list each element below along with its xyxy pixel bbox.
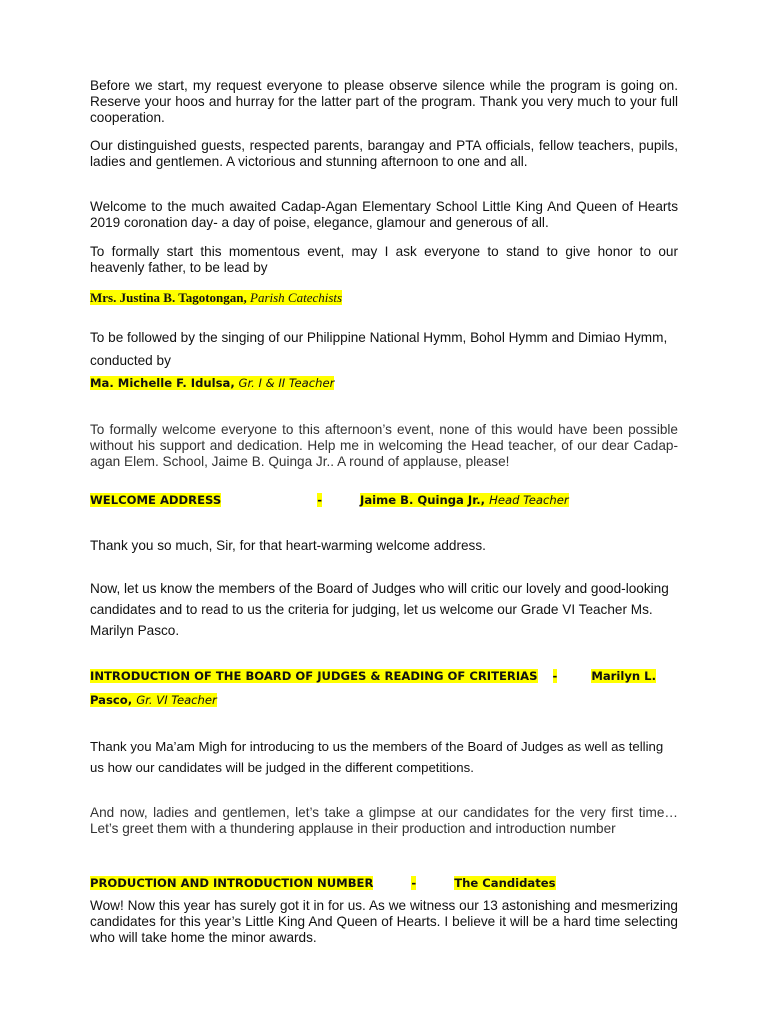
paragraph-thank-you-sir: Thank you so much, Sir, for that heart-warming welcome address.: [90, 538, 486, 553]
paragraph-candidates-glimpse: And now, ladies and gentlemen, let’s take a glimpse at our candidates for the very first time… Let’s greet them with a thundering applause in their production and introduction number: [90, 805, 678, 836]
paragraph-greetings: Our distinguished guests, respected parents, barangay and PTA officials, fellow teachers, pupils, ladies and gentlemen. A victorious and stunning afternoon to one and all.: [90, 138, 678, 169]
production-number-title: PRODUCTION AND INTRODUCTION NUMBER: [90, 876, 374, 890]
paragraph-silence-request: Before we start, my request everyone to please observe silence while the program is going on. Reserve your hoos and hurray for the latter part of the program. Thank you very much to your full cooperation.: [90, 78, 678, 125]
board-of-judges-title: INTRODUCTION OF THE BOARD OF JUDGES & READING OF CRITERIAS: [90, 669, 538, 683]
paragraph-thank-you-maam: Thank you Ma’am Migh for introducing to us the members of the Board of Judges as well as telling us how our candidates will be judged in the different competitions.: [90, 739, 664, 775]
invocation-leader-name: Mrs. Justina B. Tagotongan,: [90, 290, 247, 305]
highlight-hymn-conductor: [90, 375, 678, 391]
production-number-dash: -: [411, 876, 417, 890]
paragraph-head-teacher-intro: To formally welcome everyone to this afternoon’s event, none of this would have been possible without his support and dedication. Help me in welcoming the Head teacher, of our dear Cadap-agan Elem. School, Jaime B. Quinga Jr.. A round of applause, please!: [90, 422, 678, 469]
welcome-address-role: Head Teacher: [489, 493, 569, 507]
invocation-leader-role: Parish Catechists: [250, 290, 343, 305]
welcome-address-dash: -: [317, 493, 323, 507]
board-of-judges-speaker-first: Marilyn L.: [591, 669, 656, 683]
paragraph-invocation-intro: To formally start this momentous event, may I ask everyone to stand to give honor to our heavenly father, to be lead by: [90, 244, 678, 275]
highlight-welcome-address: [90, 492, 678, 508]
board-of-judges-dash: -: [552, 669, 558, 683]
production-number-performers: The Candidates: [454, 876, 556, 890]
paragraph-hymn-intro: To be followed by the singing of our Philippine National Hymm, Bohol Hymm and Dimiao Hymm, conducted by: [90, 330, 668, 368]
highlight-invocation-leader: [90, 290, 678, 306]
welcome-address-speaker: Jaime B. Quinga Jr.,: [360, 493, 486, 507]
board-of-judges-role: Gr. VI Teacher: [136, 693, 217, 707]
highlight-production-number: [90, 875, 678, 891]
hymn-conductor-name: Ma. Michelle F. Idulsa,: [90, 376, 235, 390]
paragraph-board-of-judges: Now, let us know the members of the Board of Judges who will critic our lovely and good-looking candidates and to read to us the criteria for judging, let us welcome our Grade VI Teacher Ms. Marilyn Pasco.: [90, 581, 669, 638]
hymn-conductor-role: Gr. I & II Teacher: [238, 376, 335, 390]
welcome-address-title: WELCOME ADDRESS: [90, 493, 222, 507]
board-of-judges-speaker-last: Pasco,: [90, 693, 133, 707]
highlight-board-of-judges: [90, 664, 678, 712]
paragraph-welcome: Welcome to the much awaited Cadap-Agan Elementary School Little King And Queen of Hearts 2019 coronation day- a day of poise, elegance, glamour and generous of all.: [90, 199, 678, 230]
paragraph-candidates-wow: Wow! Now this year has surely got it in for us. As we witness our 13 astonishing and mesmerizing candidates for this year’s Little King And Queen of Hearts. I believe it will be a hard time selecting who will take home the minor awards.: [90, 898, 678, 945]
